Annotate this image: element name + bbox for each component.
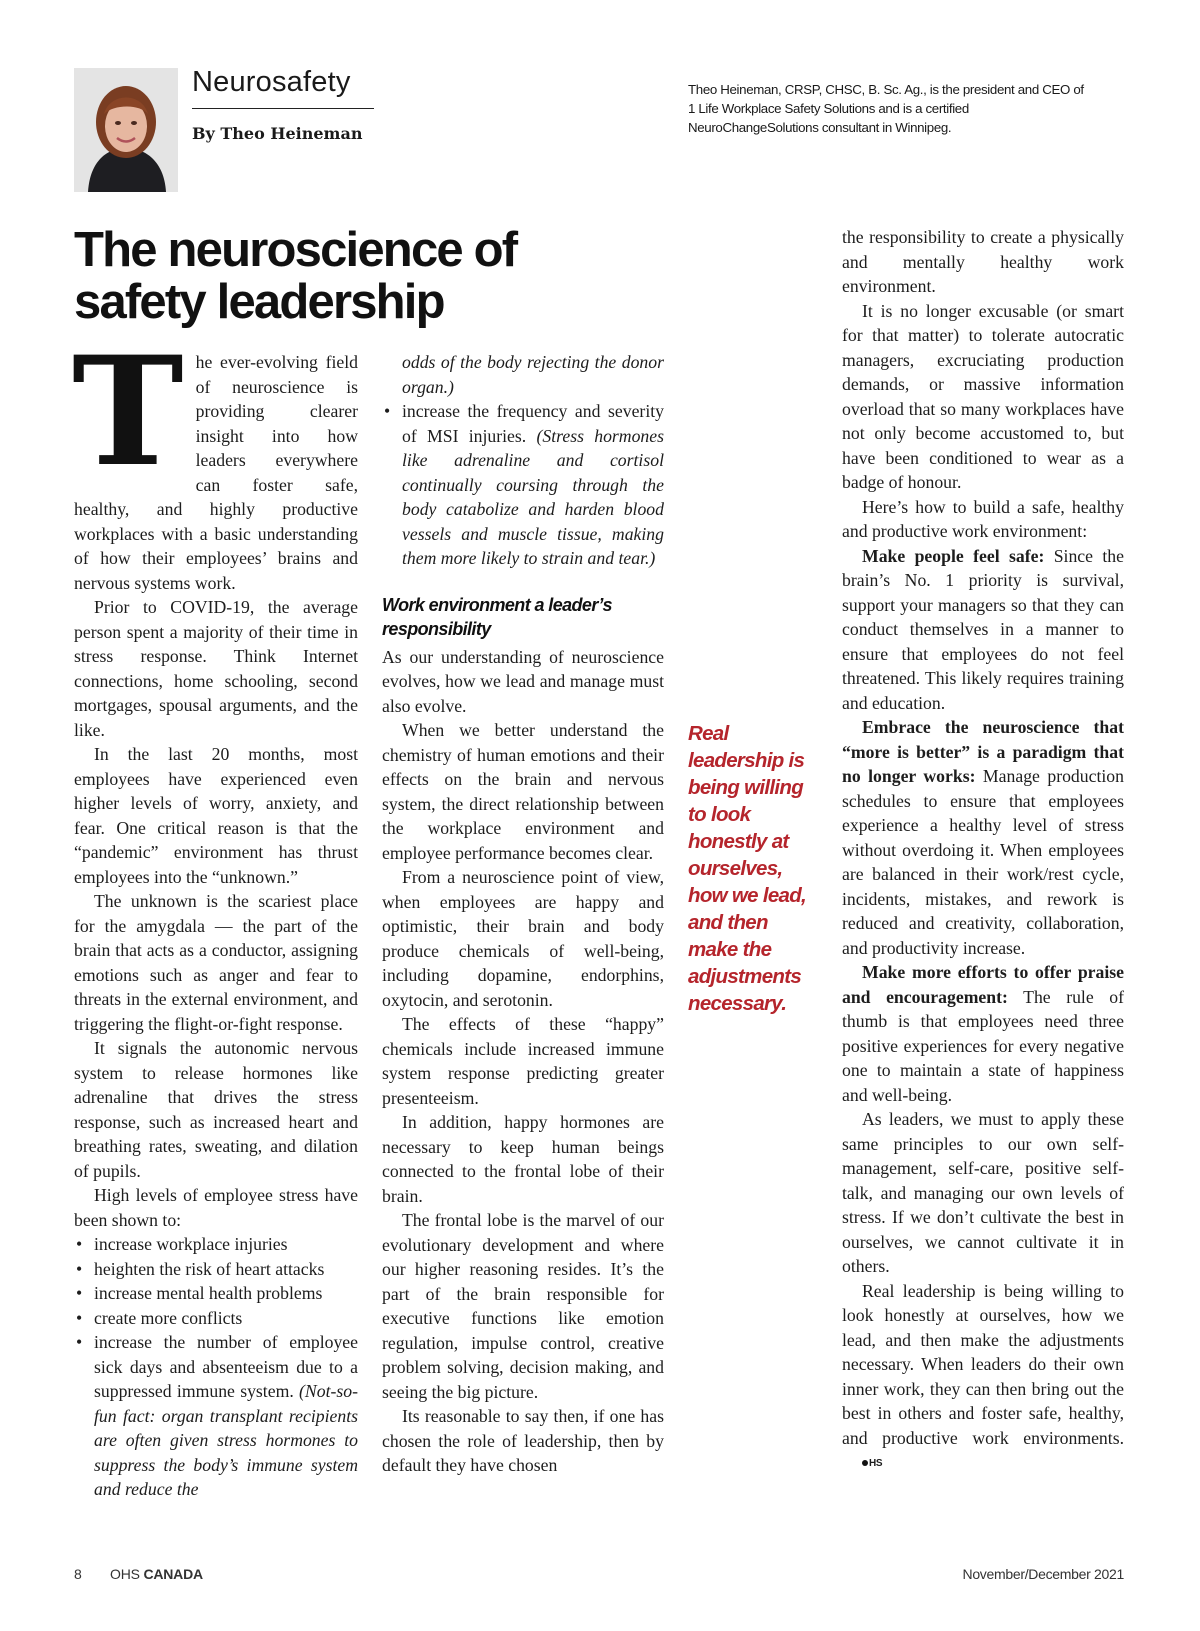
paragraph: As leaders, we must to apply these same principles to our own self-management, self-care, positive self-talk, and managing our own levels of stress. If we don’t cultivate the best in ourselves, we cannot cultivate it in others.: [842, 1109, 1124, 1276]
pull-quote: Real leadership is being willing to look honestly at ourselves, how we lead, and then make the adjustments necessary.: [688, 722, 807, 1015]
headline-line-1: The neuroscience of: [74, 223, 517, 277]
stress-effects-list-tail: [382, 399, 664, 571]
list-item-text: increase the frequency and severity of MSI injuries.: [402, 401, 664, 446]
paragraph: It is no longer excusable (or smart for that matter) to tolerate autocratic managers, excruciating production demands, or massive information overload that so many workplaces have not only become accustomed to, but have been conditioned to wear as a badge of honour.: [842, 300, 1124, 492]
article-column-3: [842, 225, 1124, 1477]
paragraph-lead: Make people feel safe:: [862, 545, 1045, 566]
column-divider: [192, 108, 374, 109]
paragraph: Here’s how to build a safe, healthy and productive work environment:: [842, 496, 1124, 541]
stress-effects-list-continued: [382, 350, 664, 399]
paragraph: From a neuroscience point of view, when employees are happy and optimistic, their brain and body produce chemicals of well-being, including dopamine, endorphins, oxytocin, and serotonin.: [382, 867, 664, 1010]
headline-line-2: safety leadership: [74, 275, 444, 329]
article-column-2: [382, 350, 664, 1478]
brand-prefix: OHS: [110, 1566, 144, 1582]
list-item: • increase mental health problems: [74, 1281, 358, 1306]
paragraph: In the last 20 months, most employees have experienced even higher levels of worry, anxiety, and fear. One critical reason is that the “pandemic” environment has thrust employees into the “unknown.”: [74, 744, 358, 887]
article-column-1: [72, 324, 358, 1502]
stress-effects-list: [74, 1232, 358, 1502]
paragraph: When we better understand the chemistry of human emotions and their effects on the brain and nervous system, the direct relationship between the workplace environment and employee performance becomes clear.: [382, 720, 664, 863]
author-bio: Theo Heineman, CRSP, CHSC, B. Sc. Ag., is the president and CEO of 1 Life Workplace Safety Solutions and is a certified NeuroChangeSolutions consultant in Winnipeg.: [688, 82, 1084, 135]
paragraph: The frontal lobe is the marvel of our evolutionary development and where our higher reasoning resides. It’s the part of the brain responsible for executive functions like emotion regulation, impulse control, creative problem solving, decision making, and seeing the big picture.: [382, 1210, 664, 1402]
section-subhead: Work environment a leader’s responsibility: [382, 594, 612, 639]
end-mark-text: HS: [869, 1458, 883, 1469]
paragraph: In addition, happy hormones are necessary to keep human beings connected to the frontal lobe of their brain.: [382, 1112, 664, 1206]
brand-name: CANADA: [143, 1566, 203, 1582]
paragraph-text: The rule of thumb is that employees need three positive experiences for every negative one to maintain a state of happiness and well-being.: [842, 986, 1124, 1105]
list-item-note: (Not-so-fun fact: organ transplant recipients are often given stress hormones to suppress the body’s immune system and reduce the: [94, 1381, 358, 1499]
page-footer: [74, 1566, 1124, 1588]
paragraph: [842, 715, 1124, 960]
list-item-text: increase the number of employee sick days and absenteeism due to a suppressed immune system.: [94, 1332, 358, 1401]
list-item-note: odds of the body rejecting the donor organ.): [402, 352, 664, 397]
paragraph: The unknown is the scariest place for the amygdala — the part of the brain that acts as a conductor, assigning emotions such as anger and fear to threats in the external environment, and triggering the flight-or-fight response.: [74, 891, 358, 1034]
list-item: [382, 399, 664, 571]
paragraph-lead: Embrace the neuroscience that “more is better” is a paradigm that no longer works:: [842, 717, 1124, 786]
paragraph: As our understanding of neuroscience evolves, how we lead and manage must also evolve.: [382, 646, 664, 716]
paragraph-lead: Make more efforts to offer praise and encouragement:: [842, 962, 1124, 1007]
magazine-brand: [110, 1566, 203, 1582]
list-item: [74, 1330, 358, 1502]
list-item: • heighten the risk of heart attacks: [74, 1257, 358, 1282]
paragraph: The effects of these “happy” chemicals include increased immune system response predicting greater presenteeism.: [382, 1014, 664, 1108]
paragraph: [72, 324, 358, 595]
drop-cap: T: [72, 324, 184, 500]
paragraph: It signals the autonomic nervous system to release hormones like adrenaline that drives the stress response, such as increased heart and breathing rates, sweating, and dilation of pupils.: [74, 1038, 358, 1181]
paragraph: the responsibility to create a physically and mentally healthy work environment.: [842, 227, 1124, 296]
byline: By Theo Heineman: [192, 124, 363, 143]
paragraph-text: Since the brain’s No. 1 priority is survival, support your managers so that they can conduct themselves in a manner to ensure that employees do not feel threatened. This likely requires training and education.: [842, 545, 1124, 713]
paragraph: High levels of employee stress have been shown to:: [74, 1185, 358, 1230]
list-item: • increase workplace injuries: [74, 1232, 358, 1257]
paragraph: [842, 544, 1124, 716]
issue-date: November/December 2021: [962, 1566, 1124, 1582]
paragraph: [842, 1279, 1124, 1477]
list-item-continued: [382, 350, 664, 399]
article-headline: [74, 224, 634, 328]
list-item: • create more conflicts: [74, 1306, 358, 1331]
paragraph: Its reasonable to say then, if one has chosen the role of leadership, then by default they have chosen: [382, 1406, 664, 1475]
author-photo: [74, 68, 178, 192]
paragraph-text: Manage production schedules to ensure that employees experience a healthy level of stress without overdoing it. When employees are balanced in their work/rest cycle, incidents, mistakes, and rework is reduced and creativity, collaboration, and productivity increase.: [842, 766, 1124, 958]
paragraph-text: he ever-evolving field of neuroscience is providing clearer insight into how leaders everywhere can foster safe, healthy, and highly productive workplaces with a basic understanding of how their employees’ brains and nervous systems work.: [74, 352, 358, 593]
paragraph: [842, 960, 1124, 1107]
paragraph: Prior to COVID-19, the average person spent a majority of their time in stress response. Think Internet connections, home schooling, second mortgages, spousal arguments, and the like.: [74, 597, 358, 740]
end-mark-icon: [842, 1452, 882, 1477]
list-item-note: (Stress hormones like adrenaline and cortisol continually coursing through the body catabolize and harden blood vessels and muscle tissue, making them more likely to strain and tear.): [402, 425, 664, 568]
paragraph-text: Real leadership is being willing to look honestly at ourselves, how we lead, and then make the adjustments necessary. When leaders do their own inner work, they can then bring out the best in others and foster safe, healthy, and productive work environments.: [842, 1280, 1124, 1448]
column-label: Neurosafety: [192, 66, 351, 98]
page-number: 8: [74, 1566, 82, 1582]
